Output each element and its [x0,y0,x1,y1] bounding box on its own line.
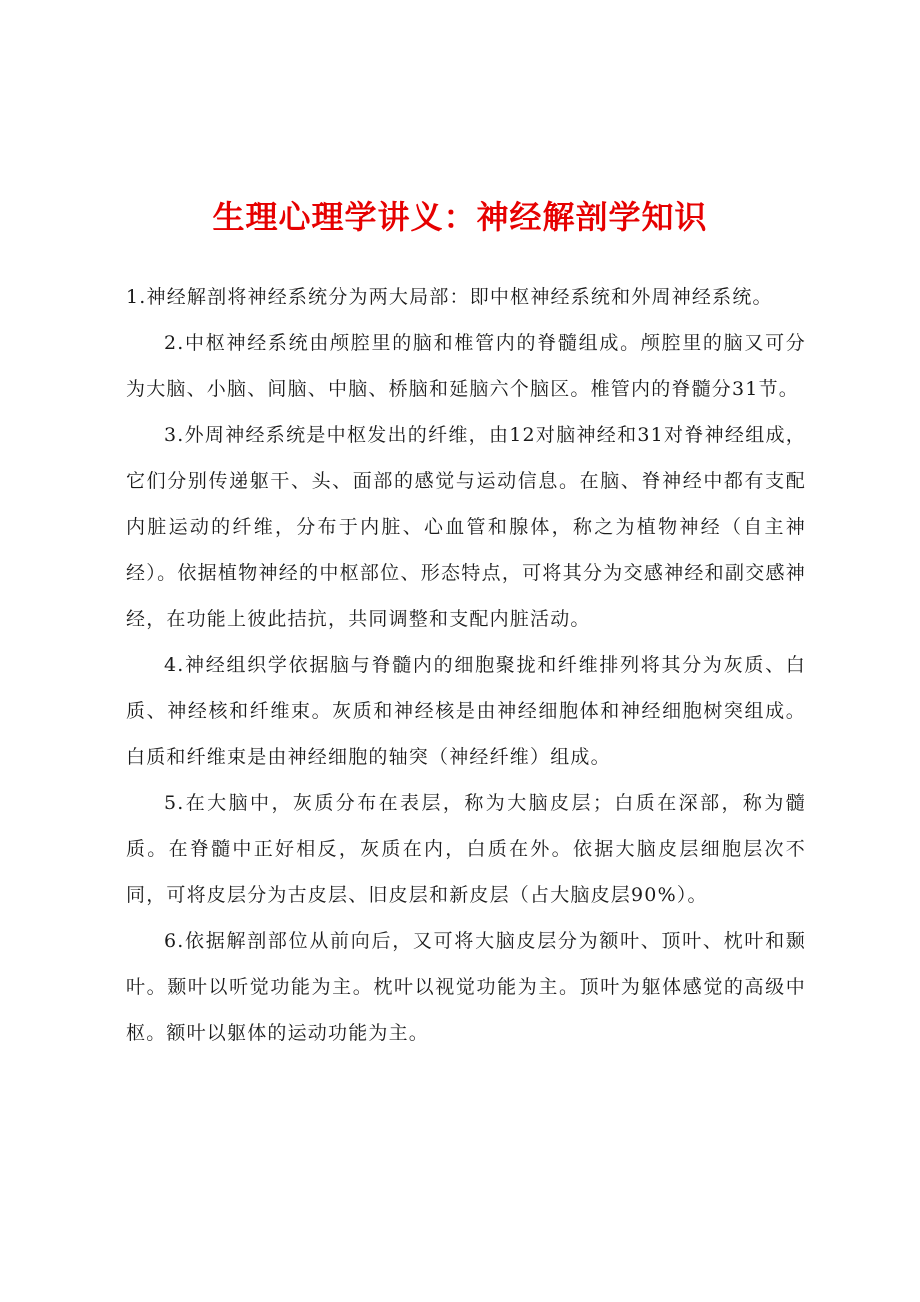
paragraph-6: 6.依据解剖部位从前向后，又可将大脑皮层分为额叶、顶叶、枕叶和颞叶。颞叶以听觉功能为主。枕叶以视觉功能为主。顶叶为躯体感觉的高级中枢。额叶以躯体的运动功能为主。 [126,930,806,1044]
paragraph-2: 2.中枢神经系统由颅腔里的脑和椎管内的脊髓组成。颅腔里的脑又可分为大脑、小脑、间脑、中脑、桥脑和延脑六个脑区。椎管内的脊髓分31节。 [126,332,806,400]
document-body [126,274,806,1056]
document-title: 生理心理学讲义：神经解剖学知识 [212,198,708,236]
paragraph-5: 5.在大脑中，灰质分布在表层，称为大脑皮层；白质在深部，称为髓质。在脊髓中正好相反，灰质在内，白质在外。依据大脑皮层细胞层次不同，可将皮层分为古皮层、旧皮层和新皮层（占大脑皮层90%）。 [126,792,806,906]
paragraph-1: 1.神经解剖将神经系统分为两大局部：即中枢神经系统和外周神经系统。 [126,286,773,308]
paragraph-4: 4.神经组织学依据脑与脊髓内的细胞聚拢和纤维排列将其分为灰质、白质、神经核和纤维束。灰质和神经核是由神经细胞体和神经细胞树突组成。白质和纤维束是由神经细胞的轴突（神经纤维）组成。 [126,654,806,768]
paragraph-3: 3.外周神经系统是中枢发出的纤维，由12对脑神经和31对脊神经组成，它们分别传递躯干、头、面部的感觉与运动信息。在脑、脊神经中都有支配内脏运动的纤维，分布于内脏、心血管和腺体，称之为植物神经（自主神经）。依据植物神经的中枢部位、形态特点，可将其分为交感神经和副交感神经，在功能上彼此拮抗，共同调整和支配内脏活动。 [126,424,806,630]
